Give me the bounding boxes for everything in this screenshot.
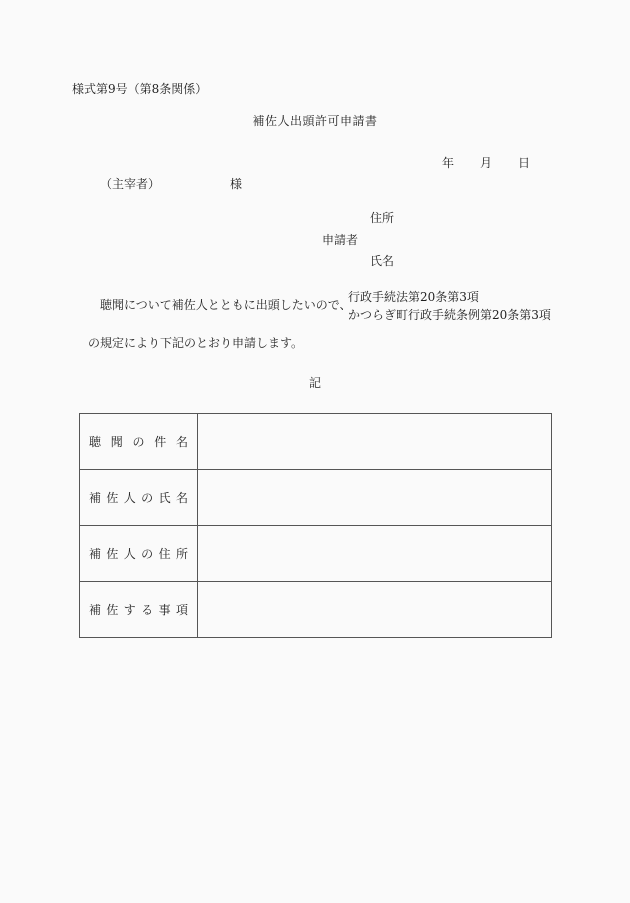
- year-label: 年: [442, 156, 455, 170]
- table-row-assistant-address: [80, 526, 551, 582]
- row-label-cell: [80, 582, 198, 637]
- row-label: 補 佐 人 の 氏 名: [89, 491, 188, 505]
- record-marker: 記: [308, 376, 321, 390]
- row-label: 補 佐 す る 事 項: [89, 603, 188, 617]
- body-paragraph-line1: 聴聞について補佐人とともに出頭したいので、: [100, 298, 352, 312]
- row-label: 補 佐 人 の 住 所: [89, 547, 188, 561]
- addressee-label: （主宰者）: [100, 177, 161, 191]
- form-number: 様式第9号（第8条関係）: [72, 82, 208, 96]
- row-value-cell: [198, 470, 551, 525]
- row-value-cell: [198, 582, 551, 637]
- applicant-role-label: 申請者: [322, 233, 359, 247]
- row-value-cell: [198, 414, 551, 469]
- row-label: 聴 聞 の 件 名: [89, 435, 188, 449]
- row-value-cell: [198, 526, 551, 581]
- hearing-table: [79, 413, 552, 638]
- law-reference-1: 行政手続法第20条第3項: [348, 290, 479, 304]
- table-row-assistance-matters: [80, 582, 551, 637]
- table-row-hearing-subject: [80, 414, 551, 470]
- date-line: [442, 154, 530, 171]
- law-references: [348, 288, 551, 324]
- day-label: 日: [518, 156, 531, 170]
- row-label-cell: [80, 470, 198, 525]
- law-reference-2: かつらぎ町行政手続条例第20条第3項: [348, 308, 551, 322]
- honorific-label: 様: [230, 177, 243, 191]
- month-label: 月: [480, 156, 493, 170]
- addressee-line: [100, 175, 243, 192]
- row-label-cell: [80, 526, 198, 581]
- table-row-assistant-name: [80, 470, 551, 526]
- body-paragraph-line2: の規定により下記のとおり申請します。: [88, 336, 304, 350]
- applicant-name-label: 氏名: [370, 254, 395, 268]
- document-title: 補佐人出頭許可申請書: [252, 114, 378, 128]
- row-label-cell: [80, 414, 198, 469]
- applicant-address-label: 住所: [370, 211, 395, 225]
